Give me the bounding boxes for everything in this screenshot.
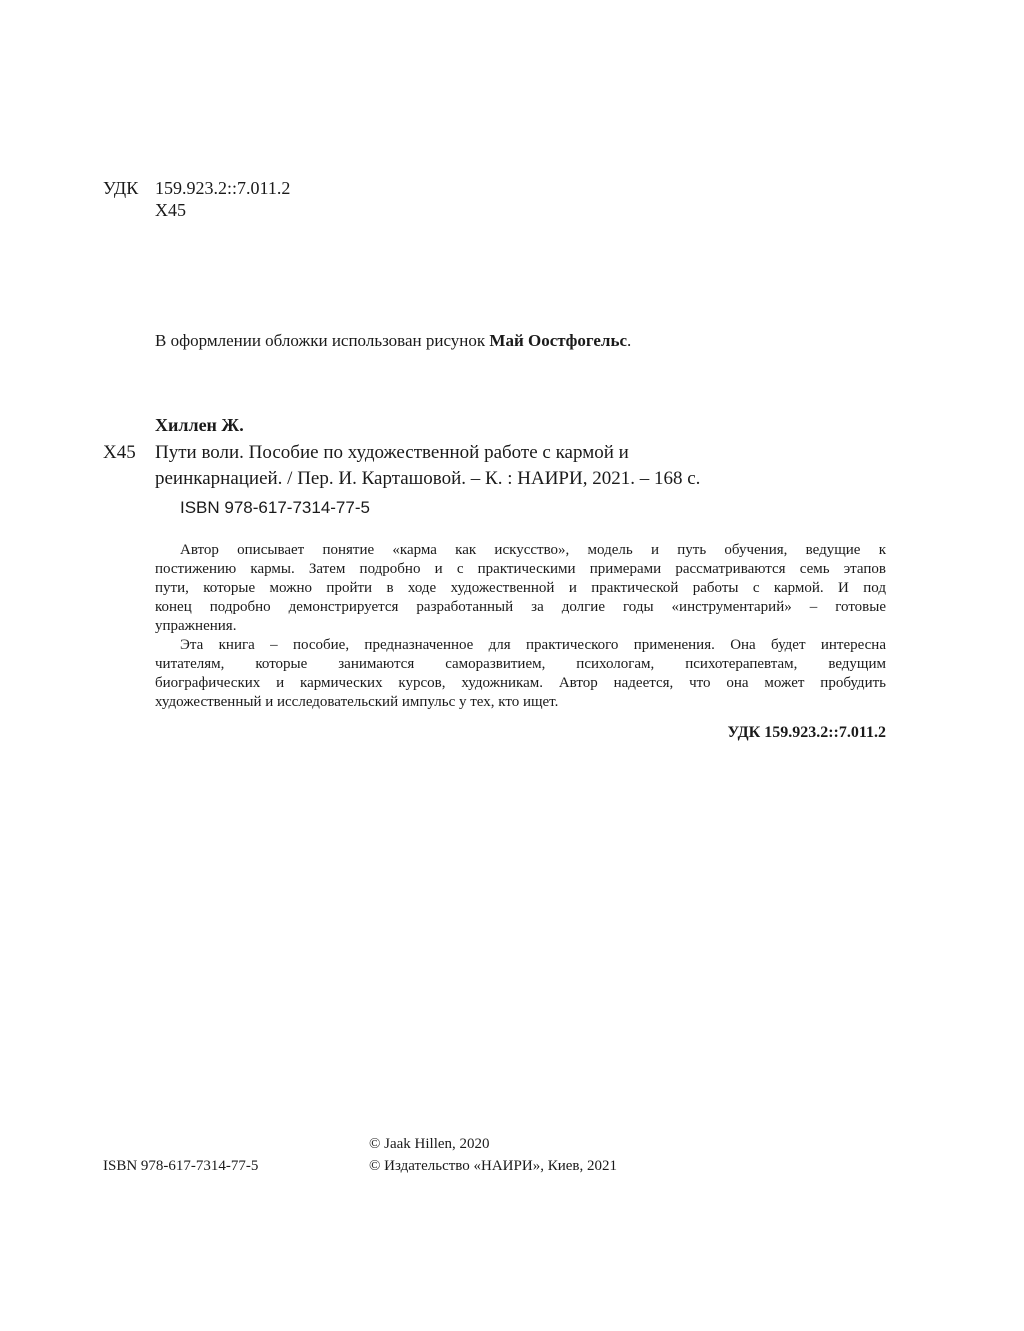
- annotation-line: Эта книга – пособие, предназначенное для практического применения. Она будет интересна: [180, 637, 886, 653]
- cover-note-text: В оформлении обложки использован рисунок: [155, 331, 490, 350]
- annotation-paragraph-1: [155, 541, 886, 636]
- udk-label: УДК: [103, 178, 139, 198]
- bib-isbn: ISBN 978-617-7314-77-5: [180, 498, 370, 517]
- annotation-line: постижению кармы. Затем подробно и с практическими примерами рассматриваются семь этапов: [155, 561, 886, 577]
- annotation-line: конец подробно демонстрируется разработанный за долгие годы «инструментарий» – готовые: [155, 599, 886, 615]
- udk-code: 159.923.2::7.011.2: [155, 178, 291, 198]
- annotation-line: биографических и кармических курсов, художникам. Автор надеется, что она может пробудить: [155, 675, 886, 691]
- author-name: Хиллен Ж.: [155, 415, 244, 435]
- author-mark: Х45: [155, 200, 186, 220]
- copyright-author: © Jaak Hillen, 2020: [369, 1136, 490, 1152]
- annotation-line: читателям, которые занимаются саморазвитием, психологам, психотерапевтам, ведущим: [155, 656, 886, 672]
- annotation-line: художественный и исследовательский импульс у тех, кто ищет.: [155, 694, 559, 710]
- cover-illustration-note: [155, 331, 631, 351]
- copyright-publisher: © Издательство «НАИРИ», Киев, 2021: [369, 1158, 617, 1174]
- annotation-paragraph-2: [155, 636, 886, 712]
- annotation-line: пути, которые можно пройти в ходе художественной и практической работы с кармой. И под: [155, 580, 886, 596]
- annotation-line: упражнения.: [155, 618, 237, 634]
- cover-artist-name: Май Оостфогельс: [489, 331, 627, 350]
- bib-title-line-2: реинкарнацией. / Пер. И. Карташовой. – К. : НАИРИ, 2021. – 168 с.: [155, 468, 701, 489]
- bib-title-line-1: Пути воли. Пособие по художественной работе с кармой и: [155, 442, 629, 463]
- annotation-line: Автор описывает понятие «карма как искусство», модель и путь обучения, ведущие к: [180, 542, 886, 558]
- annotation-udk: УДК 159.923.2::7.011.2: [727, 724, 886, 741]
- cover-note-end: .: [627, 331, 632, 350]
- bib-author-mark: Х45: [103, 442, 136, 463]
- footer-isbn: ISBN 978-617-7314-77-5: [103, 1158, 259, 1174]
